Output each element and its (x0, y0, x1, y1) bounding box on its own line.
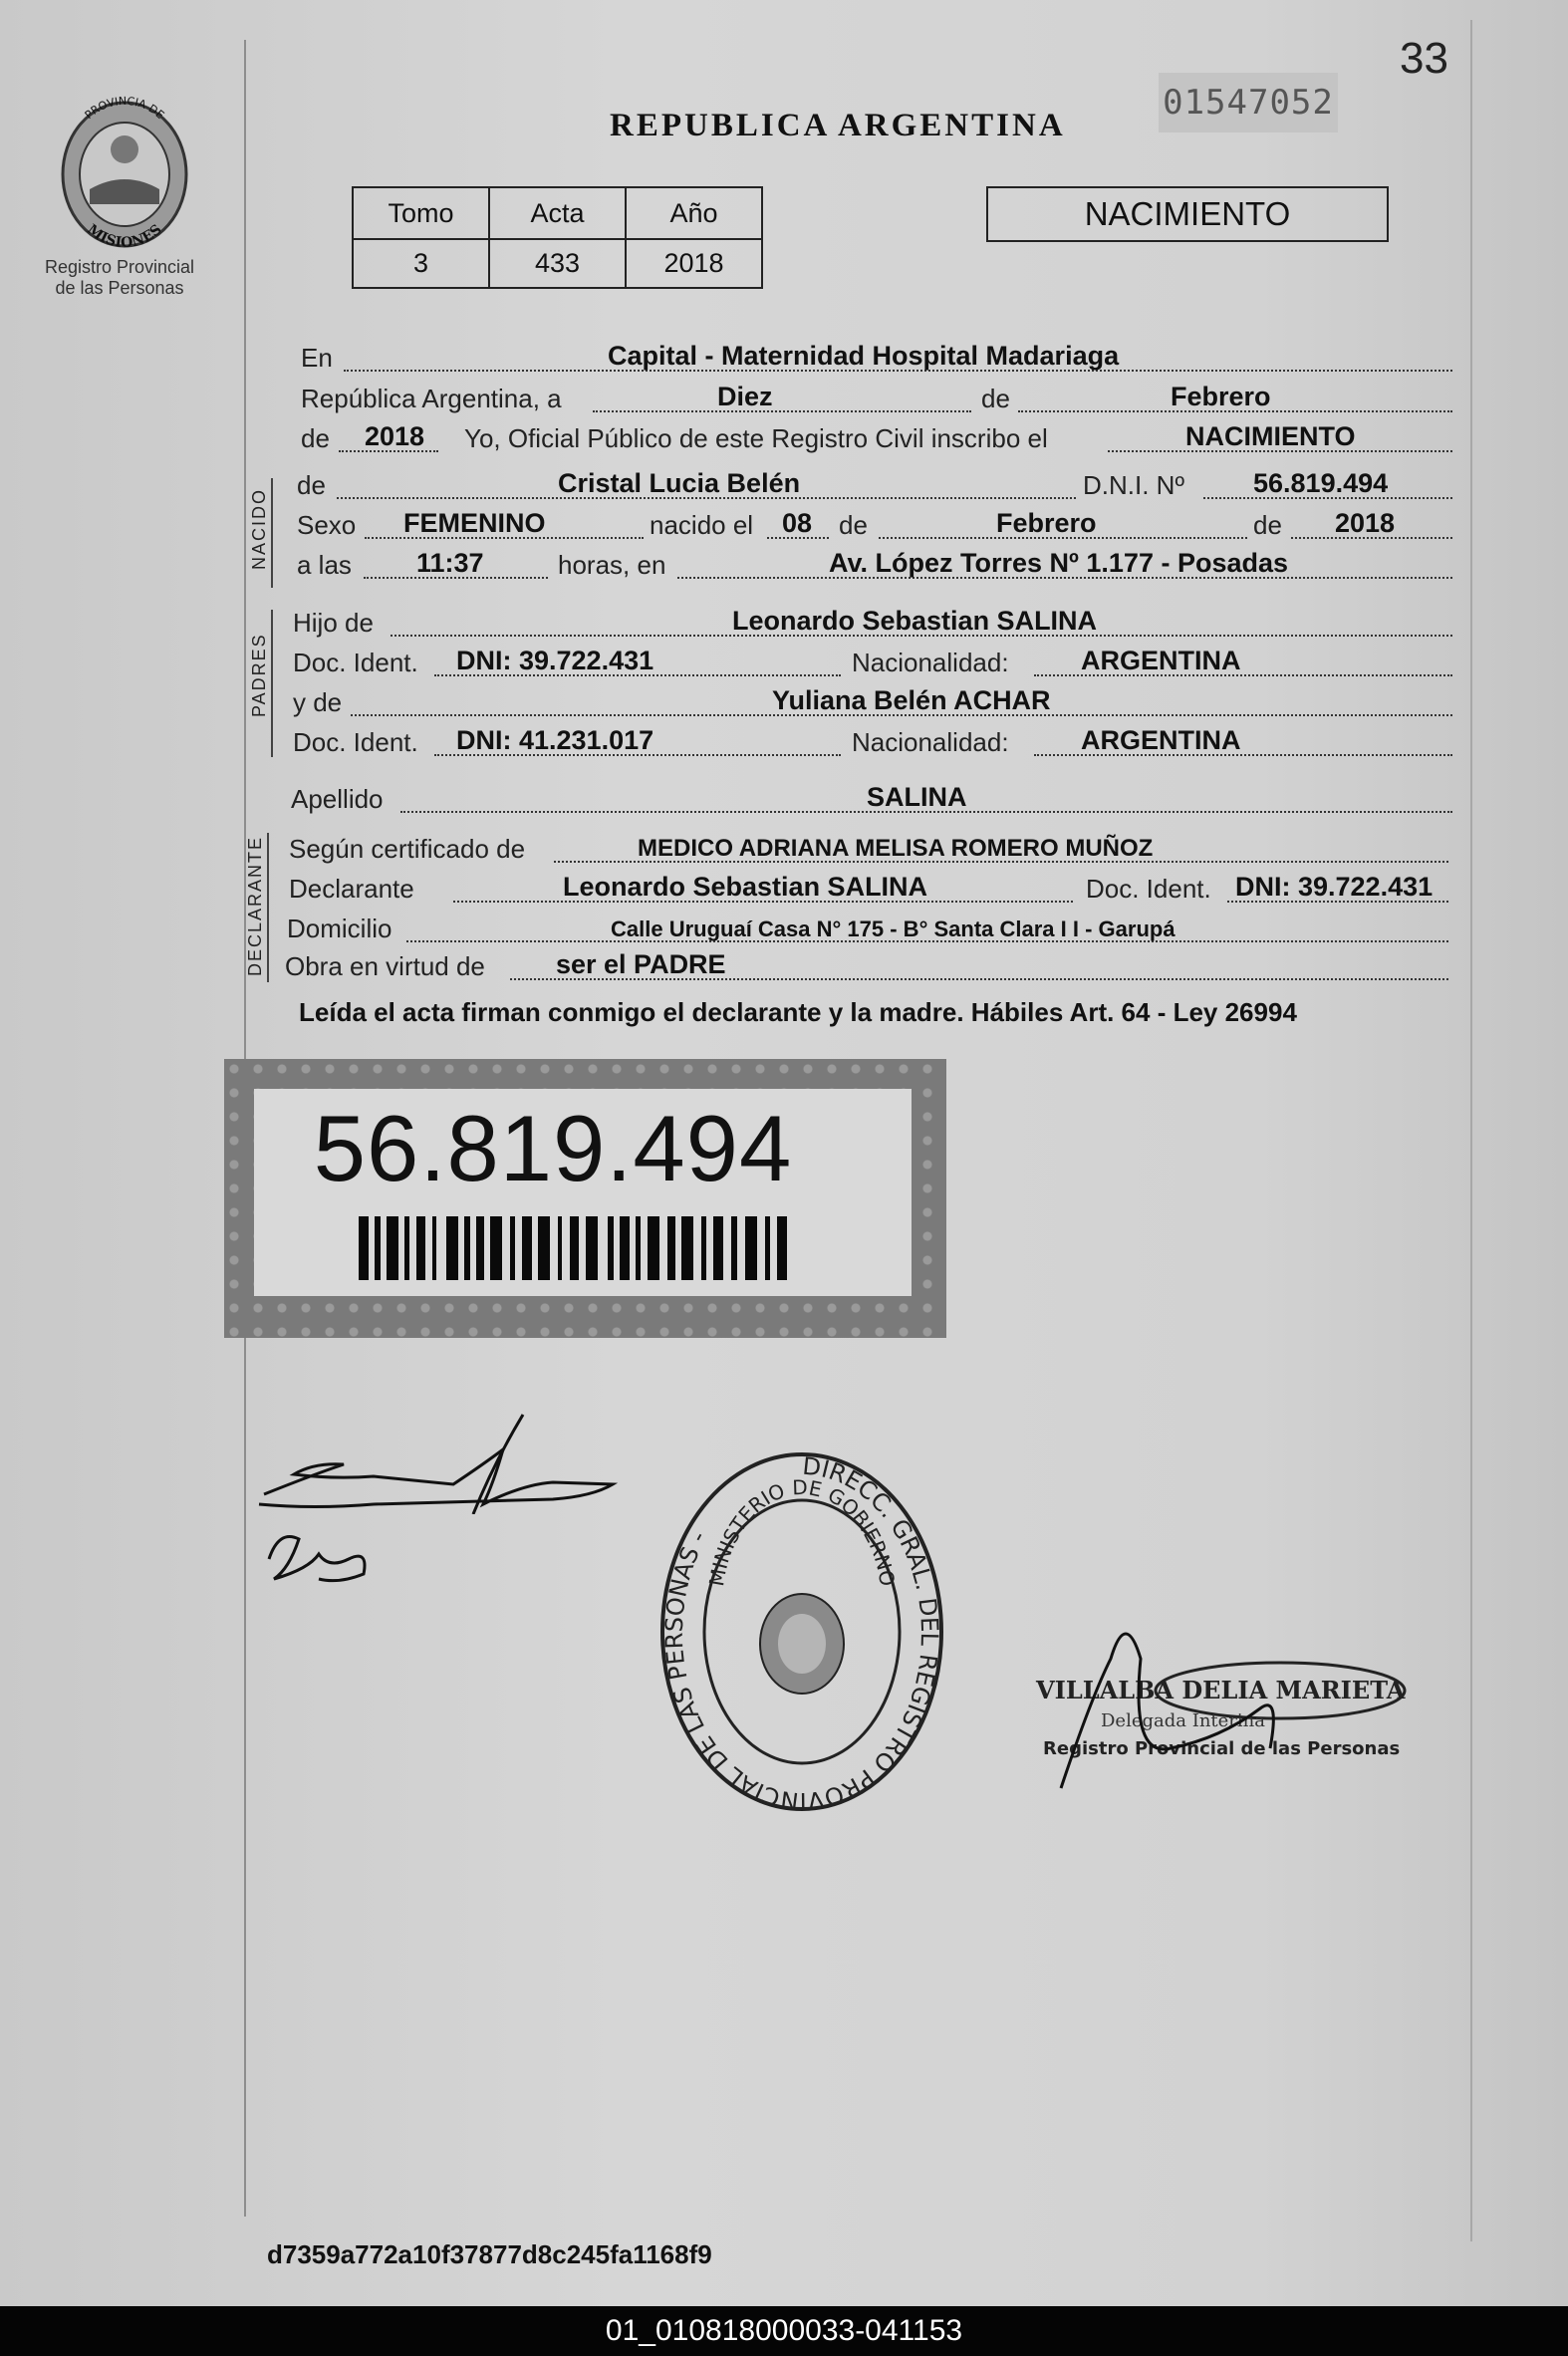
official-seal-stamp (653, 1444, 951, 1818)
acta-value: 433 (489, 239, 626, 288)
de-label: de (981, 384, 1010, 413)
official-role: Delegada Interina (1101, 1710, 1265, 1731)
mother-doc-value: DNI: 41.231.017 (456, 725, 654, 755)
birth-year-value: 2018 (1335, 508, 1396, 538)
hijo-de-label: Hijo de (293, 608, 374, 638)
line-father (0, 601, 1568, 641)
obra-label: Obra en virtud de (285, 951, 485, 981)
mother-name-value: Yuliana Belén ACHAR (772, 685, 1051, 715)
serial-number: 01547052 (1159, 73, 1338, 132)
line-sex-birth (0, 503, 1568, 543)
doc-ident-label-3: Doc. Ident. (1086, 874, 1211, 904)
file-id-bar (0, 2306, 1568, 2356)
line-capacity (0, 944, 1568, 984)
padres-section-label: PADRES (249, 633, 269, 717)
declarant-name-value: Leonardo Sebastian SALINA (563, 872, 928, 902)
line-mother-doc (0, 720, 1568, 760)
dni-sticker-inner (254, 1089, 912, 1296)
declarante-label: Declarante (289, 874, 414, 904)
line-declarant (0, 867, 1568, 907)
birth-place-value: Av. López Torres Nº 1.177 - Posadas (829, 548, 1289, 578)
de-label-4: de (839, 510, 868, 540)
mother-nationality-value: ARGENTINA (1081, 725, 1241, 755)
birth-day-value: 08 (782, 508, 813, 538)
doc-ident-label: Doc. Ident. (293, 648, 418, 677)
en-label: En (301, 343, 333, 373)
anio-header: Año (626, 187, 762, 239)
dni-label: D.N.I. Nº (1083, 470, 1184, 500)
father-nationality-value: ARGENTINA (1081, 646, 1241, 675)
republic-label: República Argentina, a (301, 384, 562, 413)
logo-caption (25, 257, 214, 299)
nacido-section-label: NACIDO (249, 487, 269, 570)
father-doc-value: DNI: 39.722.431 (456, 646, 654, 675)
child-name-value: Cristal Lucia Belén (558, 468, 801, 498)
document-hash: d7359a772a10f37877d8c245fa1168f9 (267, 2239, 712, 2269)
acta-header: Acta (489, 187, 626, 239)
horas-label: horas, en (558, 550, 666, 580)
surname-value: SALINA (867, 782, 967, 812)
tomo-value: 3 (353, 239, 489, 288)
act-type-box: NACIMIENTO (986, 186, 1389, 242)
doc-ident-label-2: Doc. Ident. (293, 727, 418, 757)
de-label-2: de (301, 423, 330, 453)
line-statement (0, 416, 1568, 456)
domicilio-label: Domicilio (287, 914, 392, 943)
address-value: Calle Uruguaí Casa N° 175 - B° Santa Clara I I - Garupá (611, 916, 1176, 941)
provincial-seal-logo (50, 95, 199, 254)
month-value: Febrero (1171, 382, 1271, 411)
declarant-signature (254, 1405, 623, 1514)
stamp-inner-text: MINISTERIO DE GOBIERNO (703, 1474, 901, 1588)
year-value: 2018 (365, 421, 425, 451)
dni-sticker (224, 1059, 946, 1338)
barcode (359, 1216, 787, 1280)
declarant-doc-value: DNI: 39.722.431 (1235, 872, 1434, 902)
certificate-value: MEDICO ADRIANA MELISA ROMERO MUÑOZ (638, 835, 1154, 862)
sexo-value: FEMENINO (403, 508, 546, 538)
dni-sticker-number: 56.819.494 (313, 1096, 793, 1200)
line-date (0, 377, 1568, 416)
line-place (0, 336, 1568, 376)
apellido-label: Apellido (291, 784, 384, 814)
father-name-value: Leonardo Sebastian SALINA (732, 606, 1098, 636)
child-dni-value: 56.819.494 (1253, 468, 1389, 498)
de-label-5: de (1253, 510, 1282, 540)
a-las-label: a las (297, 550, 352, 580)
day-value: Diez (717, 382, 773, 411)
line-time-place (0, 543, 1568, 583)
sexo-label: Sexo (297, 510, 357, 540)
closing-statement: Leída el acta firman conmigo el declarante y la madre. Hábiles Art. 64 - Ley 26994 (299, 997, 1297, 1027)
logo-bottom-text: MISIONES (84, 221, 165, 251)
act-value: NACIMIENTO (1185, 421, 1356, 451)
file-id: 01_010818000033-041153 (605, 2314, 963, 2347)
anio-value: 2018 (626, 239, 762, 288)
stamp-ring-text: DIRECC. GRAL. DEL REGISTRO PROVINCIAL DE LAS PERSONAS - (659, 1451, 944, 1816)
birth-month-value: Febrero (996, 508, 1097, 538)
logo-caption-line1: Registro Provincial (44, 257, 195, 277)
line-father-doc (0, 641, 1568, 680)
dotted-rule (593, 410, 971, 412)
registry-table (352, 186, 763, 289)
statement-text: Yo, Oficial Público de este Registro Civil inscribo el (464, 423, 1048, 453)
official-name: VILLALBA DELIA MARIETA (1036, 1676, 1406, 1704)
country-title: REPUBLICA ARGENTINA (610, 108, 1066, 143)
capacity-value: ser el PADRE (556, 949, 726, 979)
line-surname (0, 777, 1568, 817)
tomo-header: Tomo (353, 187, 489, 239)
place-value: Capital - Maternidad Hospital Madariaga (608, 341, 1120, 371)
nacido-el-label: nacido el (650, 510, 754, 540)
time-value: 11:37 (416, 548, 484, 578)
logo-caption-line2: de las Personas (55, 278, 184, 298)
official-name-stamp (1031, 1599, 1420, 1808)
line-mother (0, 680, 1568, 720)
line-certificate (0, 827, 1568, 867)
official-office: Registro Provincial de las Personas (1043, 1738, 1401, 1759)
declarante-section-label: DECLARANTE (245, 835, 265, 976)
nacionalidad-label-2: Nacionalidad: (852, 727, 1009, 757)
y-de-label: y de (293, 687, 343, 717)
de-label-3: de (297, 470, 326, 500)
logo-top-text: PROVINCIA DE (82, 95, 167, 123)
page-number: 33 (1400, 34, 1448, 83)
mother-signature (259, 1519, 379, 1589)
line-name (0, 463, 1568, 503)
cert-label: Según certificado de (289, 834, 526, 864)
line-address (0, 907, 1568, 946)
nacionalidad-label: Nacionalidad: (852, 648, 1009, 677)
